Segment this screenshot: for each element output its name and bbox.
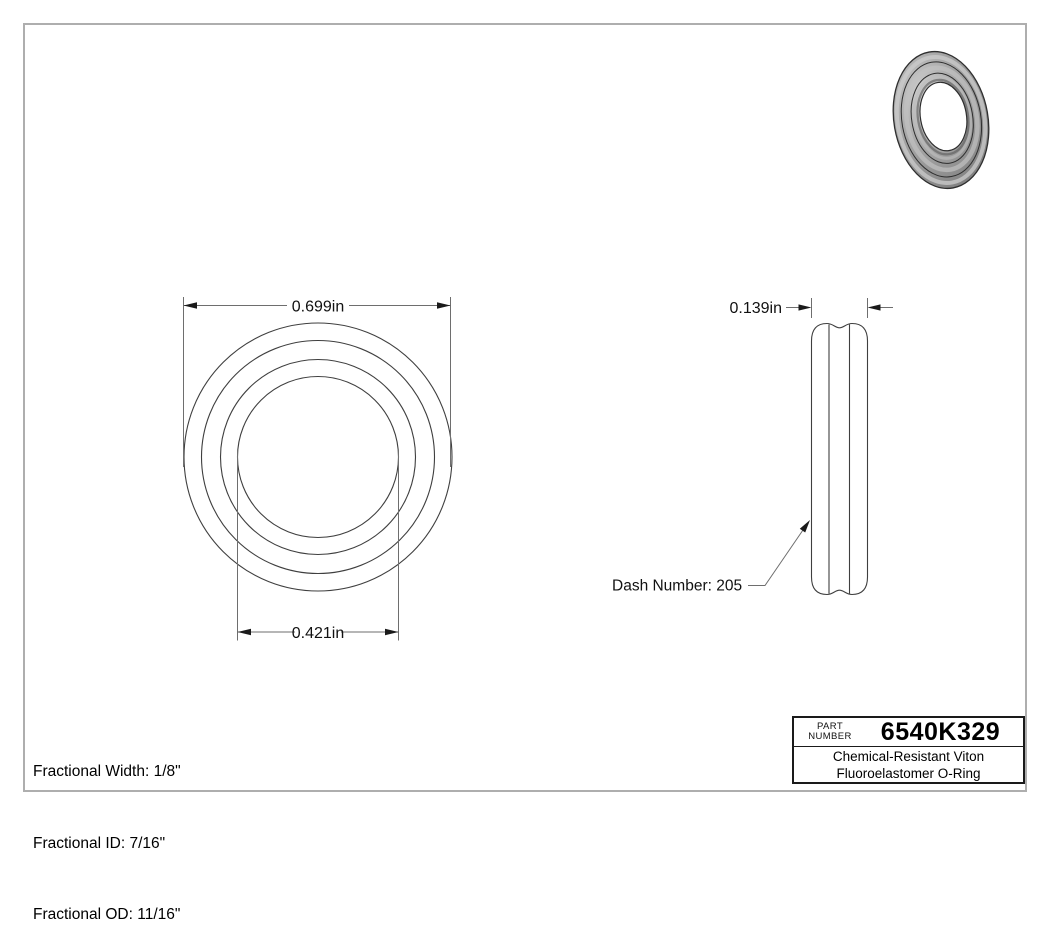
product-3d-render xyxy=(883,44,1000,196)
id-dimension-label: 0.421in xyxy=(291,625,345,642)
inner-crown-circle xyxy=(221,360,416,555)
arrowhead-left xyxy=(184,302,198,308)
title-block-part-row xyxy=(794,718,1023,747)
part-number-value: 6540K329 xyxy=(880,717,1001,746)
dash-number-callout xyxy=(612,520,810,595)
outer-diameter-circle xyxy=(184,323,452,591)
title-block xyxy=(792,716,1025,784)
dash-number-label: Dash Number: 205 xyxy=(612,577,743,595)
front-view xyxy=(184,323,452,591)
part-caption-line2: NUMBER xyxy=(808,731,852,742)
fractional-width-note: Fractional Width: 1/8" xyxy=(33,763,181,781)
arrowhead-right xyxy=(437,302,451,308)
width-dimension-label: 0.139in xyxy=(729,300,782,317)
arrowhead-left xyxy=(799,304,812,310)
fractional-notes xyxy=(33,713,181,950)
width-dimension xyxy=(730,298,894,318)
description-line1: Chemical-Resistant Viton xyxy=(832,749,985,764)
arrowhead-right xyxy=(385,629,399,635)
side-view-outline xyxy=(812,324,868,595)
description-line2: Fluoroelastomer O-Ring xyxy=(836,765,981,781)
part-caption-line1: PART xyxy=(816,720,844,732)
fractional-id-note: Fractional ID: 7/16" xyxy=(33,834,166,852)
leader-line xyxy=(748,530,803,586)
outer-crown-circle xyxy=(202,341,435,574)
arrowhead-right xyxy=(868,304,881,310)
arrowhead-left xyxy=(238,629,252,635)
inner-diameter-circle xyxy=(238,377,399,538)
id-dimension xyxy=(238,450,399,642)
leader-arrowhead xyxy=(800,520,810,533)
fractional-od-note: Fractional OD: 11/16" xyxy=(33,905,181,923)
od-dimension-label: 0.699in xyxy=(291,298,345,316)
side-view xyxy=(812,324,868,595)
title-block-description xyxy=(794,747,1023,782)
part-number-caption xyxy=(794,722,866,743)
